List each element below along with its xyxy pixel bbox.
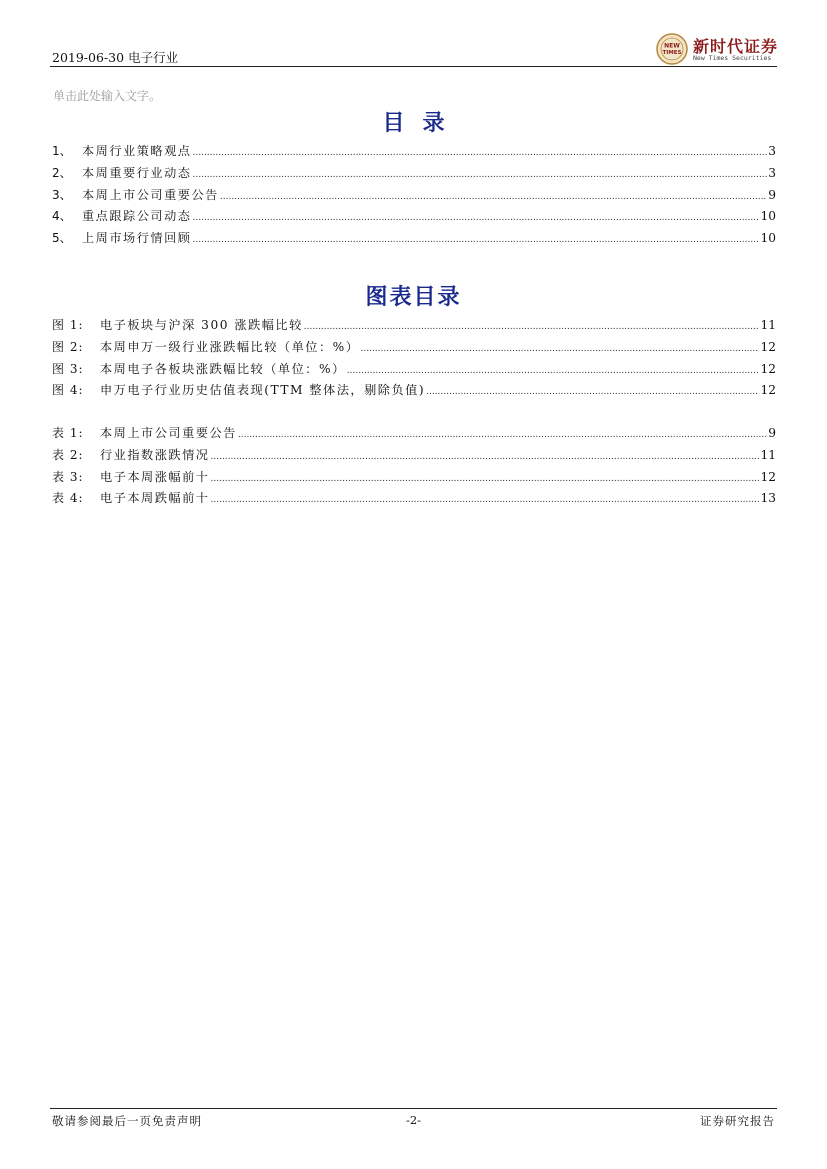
toc-item[interactable] (52, 229, 776, 251)
toc-item-title: 重点跟踪公司动态 (82, 209, 192, 224)
figure-item-title: 申万电子行业历史估值表现(TTM 整体法，剔除负值) (100, 383, 426, 398)
table-item-page: 12 (760, 469, 776, 484)
table-item-number: 表 3: (52, 469, 84, 484)
page-number: -2- (405, 1113, 422, 1127)
logo-company-name: 新时代证券 (693, 37, 779, 56)
toc-item-number: 2、 (52, 165, 72, 180)
toc-item-number: 1、 (52, 144, 72, 158)
footer-disclaimer: 敬请参阅最后一页免责声明 (52, 1114, 202, 1128)
toc-item[interactable] (52, 164, 776, 186)
svg-text:NEW: NEW (664, 42, 680, 50)
header-date: 2019-06-30 (52, 50, 125, 65)
dot-leader (193, 231, 760, 245)
figure-item[interactable] (52, 338, 776, 360)
figure-item-page: 12 (760, 383, 776, 398)
svg-text:TIMES: TIMES (662, 50, 682, 56)
figure-item[interactable] (52, 381, 776, 403)
toc-item[interactable] (52, 207, 776, 229)
toc-item-number: 4、 (52, 209, 72, 224)
table-item-page: 9 (768, 426, 776, 440)
toc-item-title: 上周市场行情回顾 (82, 231, 192, 246)
dot-leader (347, 362, 760, 376)
toc-item-title: 本周重要行业动态 (82, 165, 192, 180)
toc-item-page: 9 (768, 187, 776, 202)
logo-company-sub: New Times Securities (693, 54, 772, 62)
header-date-industry (52, 48, 178, 66)
toc-item-title: 本周上市公司重要公告 (82, 187, 219, 202)
table-item-number: 表 2: (52, 447, 84, 462)
toc-item-number: 3、 (52, 187, 72, 202)
table-item[interactable] (52, 424, 776, 446)
toc-item-page: 10 (760, 231, 776, 246)
figure-item-number: 图 2: (52, 339, 84, 354)
toc-item-page: 3 (768, 144, 776, 158)
figure-item-title: 本周电子各板块涨跌幅比较（单位：%） (100, 361, 346, 376)
table-item-title: 电子本周跌幅前十 (100, 491, 210, 506)
toc-item[interactable] (52, 142, 776, 164)
table-item-page: 13 (760, 491, 776, 506)
figure-item-title: 电子板块与沪深 300 涨跌幅比较 (100, 318, 303, 332)
dot-leader (193, 144, 768, 158)
table-item-title: 电子本周涨幅前十 (100, 469, 210, 484)
logo-emblem-icon (655, 32, 689, 66)
footer-divider (50, 1108, 777, 1109)
table-item-page: 11 (760, 447, 776, 462)
figure-item-number: 图 4: (52, 383, 84, 398)
table-item[interactable] (52, 489, 776, 511)
footer-report-type: 证券研究报告 (700, 1114, 775, 1128)
dot-leader (360, 340, 759, 354)
dot-leader (211, 491, 760, 505)
table-item-number: 表 1: (52, 426, 84, 440)
table-item-title: 行业指数涨跌情况 (100, 447, 210, 462)
table-item-number: 表 4: (52, 491, 84, 506)
figure-item[interactable] (52, 316, 776, 338)
dot-leader (193, 209, 760, 223)
table-item[interactable] (52, 446, 776, 468)
table-item[interactable] (52, 468, 776, 490)
figure-item-number: 图 1: (52, 318, 84, 332)
toc-item-page: 3 (768, 165, 776, 180)
figure-list (52, 316, 776, 403)
toc-item-title: 本周行业策略观点 (82, 144, 192, 158)
figures-heading: 图表目录 (365, 284, 462, 310)
dot-leader (426, 383, 759, 397)
dot-leader (211, 448, 760, 462)
figure-item-page: 12 (760, 361, 776, 376)
table-list (52, 424, 776, 511)
figure-item-number: 图 3: (52, 361, 84, 376)
table-item-title: 本周上市公司重要公告 (100, 426, 237, 440)
dot-leader (304, 318, 760, 332)
header-industry: 电子行业 (128, 50, 179, 65)
toc-list (52, 142, 776, 251)
dot-leader (238, 426, 767, 440)
dot-leader (193, 166, 768, 180)
header-divider (50, 66, 777, 67)
toc-item-page: 10 (760, 209, 776, 224)
toc-item[interactable] (52, 186, 776, 208)
figure-item[interactable] (52, 360, 776, 382)
dot-leader (220, 188, 767, 202)
figure-item-title: 本周申万一级行业涨跌幅比较（单位：%） (100, 339, 360, 354)
brand-logo (655, 32, 780, 66)
figure-item-page: 12 (760, 339, 776, 354)
dot-leader (211, 470, 760, 484)
placeholder-text[interactable]: 单击此处输入文字。 (53, 89, 162, 103)
figure-item-page: 11 (760, 318, 776, 332)
toc-item-number: 5、 (52, 231, 72, 246)
toc-heading: 目录 (382, 110, 463, 136)
